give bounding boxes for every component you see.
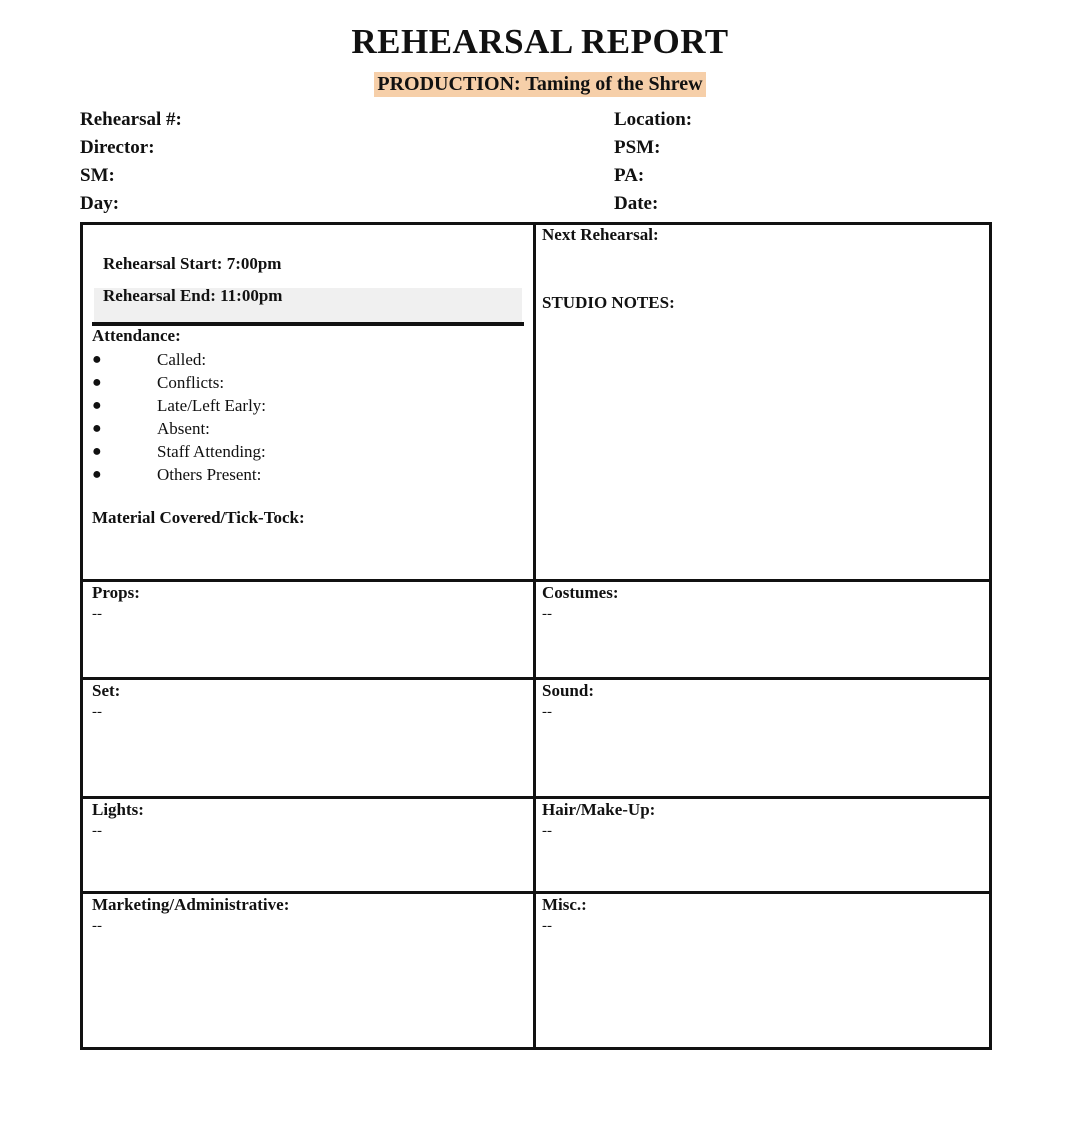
hair-makeup-label: Hair/Make-Up: [542,800,656,819]
set-label: Set: [92,681,121,700]
next-rehearsal-label: Next Rehearsal: [542,225,659,244]
marketing-label: Marketing/Administrative: [92,895,290,914]
pa-label: PA: [614,165,645,186]
hair-makeup-value: -- [542,823,552,839]
rehearsal-end: Rehearsal End: 11:00pm [103,286,283,305]
costumes-value: -- [542,606,552,622]
sound-label: Sound: [542,681,594,700]
grid-divider-4 [80,891,992,894]
sound-value: -- [542,704,552,720]
date-label: Date: [614,193,659,214]
sm-label: SM: [80,165,115,186]
lights-value: -- [92,823,102,839]
grid-center-divider [533,222,536,1050]
meta-right-block [614,106,692,218]
grid-divider-1 [80,579,992,582]
material-covered-label: Material Covered/Tick-Tock: [92,508,305,527]
psm-label: PSM: [614,137,661,158]
rehearsal-start: Rehearsal Start: 7:00pm [103,254,282,273]
lights-label: Lights: [92,800,144,819]
report-grid [80,222,992,1050]
studio-notes-label: STUDIO NOTES: [542,293,675,312]
props-label: Props: [92,583,140,602]
grid-divider-3 [80,796,992,799]
meta-left-block [80,106,182,218]
attendance-label: Attendance: [92,326,181,345]
location-label: Location: [614,109,693,130]
props-value: -- [92,606,102,622]
marketing-value: -- [92,918,102,934]
costumes-label: Costumes: [542,583,619,602]
set-value: -- [92,704,102,720]
rehearsal-number-label: Rehearsal #: [80,109,182,130]
day-label: Day: [80,193,120,214]
production-title: PRODUCTION: Taming of the Shrew [374,72,705,97]
misc-label: Misc.: [542,895,587,914]
director-label: Director: [80,137,155,158]
misc-value: -- [542,918,552,934]
report-title: REHEARSAL REPORT [351,22,729,61]
grid-divider-2 [80,677,992,680]
